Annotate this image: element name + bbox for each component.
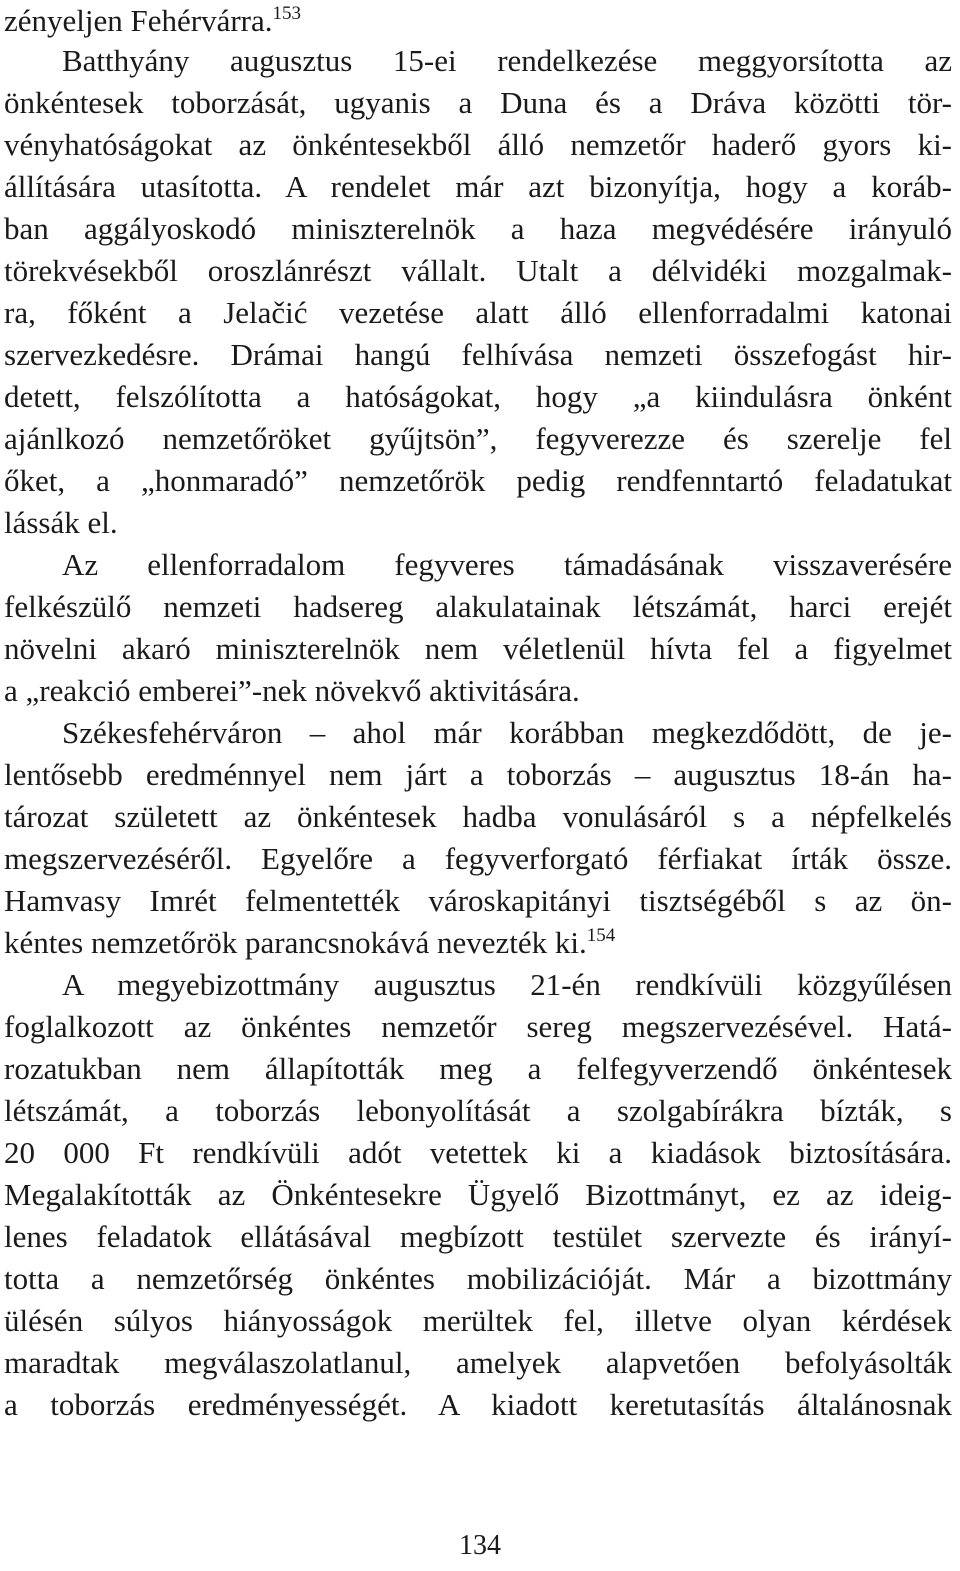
text-line: ban aggályoskodó miniszterelnök a haza megvédésére irányuló [4, 211, 952, 246]
text-line: lentősebb eredménnyel nem járt a toborzás – augusztus 18-án ha- [4, 757, 952, 792]
text-line: tározat született az önkéntesek hadba vonulásáról s a népfelkelés [4, 799, 952, 834]
page-number: 134 [459, 1530, 501, 1561]
text-line: zényeljen Fehérvárra.$^{153}$ [4, 3, 302, 38]
text-line: a „reakció emberei”-nek növekvő aktivitására. [4, 673, 580, 708]
text-line: vényhatóságokat az önkéntesekből álló nemzetőr haderő gyors ki- [4, 127, 952, 162]
text-line: növelni akaró miniszterelnök nem véletlenül hívta fel a figyelmet [4, 631, 952, 666]
text-line: felkészülő nemzeti hadsereg alakulatainak létszámát, harci erejét [4, 589, 952, 624]
text-line: detett, felszólította a hatóságokat, hogy „a kiindulásra önként [4, 379, 952, 414]
text-line: totta a nemzetőrség önkéntes mobilizációját. Már a bizottmány [4, 1261, 952, 1296]
text-line: ajánlkozó nemzetőröket gyűjtsön”, fegyverezze és szerelje fel [4, 421, 952, 456]
text-line: önkéntesek toborzását, ugyanis a Duna és a Dráva közötti tör- [4, 85, 952, 120]
text-line: állítására utasította. A rendelet már azt bizonyítja, hogy a koráb- [4, 169, 952, 204]
text-line: szervezkedésre. Drámai hangú felhívása nemzeti összefogást hir- [4, 337, 952, 372]
text-line: törekvésekből oroszlánrészt vállalt. Utalt a délvidéki mozgalmak- [4, 253, 952, 288]
text-line: őket, a „honmaradó” nemzetőrök pedig rendfenntartó feladatukat [4, 463, 952, 498]
text-line: rozatukban nem állapították meg a felfegyverzendő önkéntesek [4, 1051, 952, 1086]
text-line: Megalakították az Önkéntesekre Ügyelő Bizottmányt, ez az ideig- [4, 1177, 952, 1212]
text-line: ra, főként a Jelačić vezetése alatt álló ellenforradalmi katonai [4, 295, 952, 330]
text-line: Batthyány augusztus 15-ei rendelkezése meggyorsította az [62, 43, 952, 78]
footnote-reference[interactable]: 153 [272, 3, 302, 24]
text-line: lássák el. [4, 505, 118, 540]
footnote-reference[interactable]: 154 [586, 925, 616, 946]
text-line: Székesfehérváron – ahol már korábban megkezdődött, de je- [62, 715, 952, 750]
text-line: foglalkozott az önkéntes nemzetőr sereg megszervezésével. Hatá- [4, 1009, 952, 1044]
text-line: kéntes nemzetőrök parancsnokává nevezték ki.$^{154}$ [4, 925, 616, 960]
text-line: lenes feladatok ellátásával megbízott testület szervezte és irányí- [4, 1219, 952, 1254]
text-line: ülésén súlyos hiányosságok merültek fel, illetve olyan kérdések [4, 1303, 952, 1338]
text-line: megszervezéséről. Egyelőre a fegyverforgató férfiakat írták össze. [4, 841, 952, 876]
text-line: Hamvasy Imrét felmentették városkapitányi tisztségéből s az ön- [4, 883, 952, 918]
text-line: maradtak megválaszolatlanul, amelyek alapvetően befolyásolták [4, 1345, 952, 1380]
text-line: létszámát, a toborzás lebonyolítását a szolgabírákra bízták, s [4, 1093, 952, 1128]
text-line: A megyebizottmány augusztus 21-én rendkívüli közgyűlésen [62, 967, 952, 1002]
text-line: Az ellenforradalom fegyveres támadásának visszaverésére [62, 547, 952, 582]
text-line: 20 000 Ft rendkívüli adót vetettek ki a kiadások biztosítására. [4, 1135, 952, 1170]
text-line: a toborzás eredményességét. A kiadott keretutasítás általánosnak [4, 1387, 952, 1422]
